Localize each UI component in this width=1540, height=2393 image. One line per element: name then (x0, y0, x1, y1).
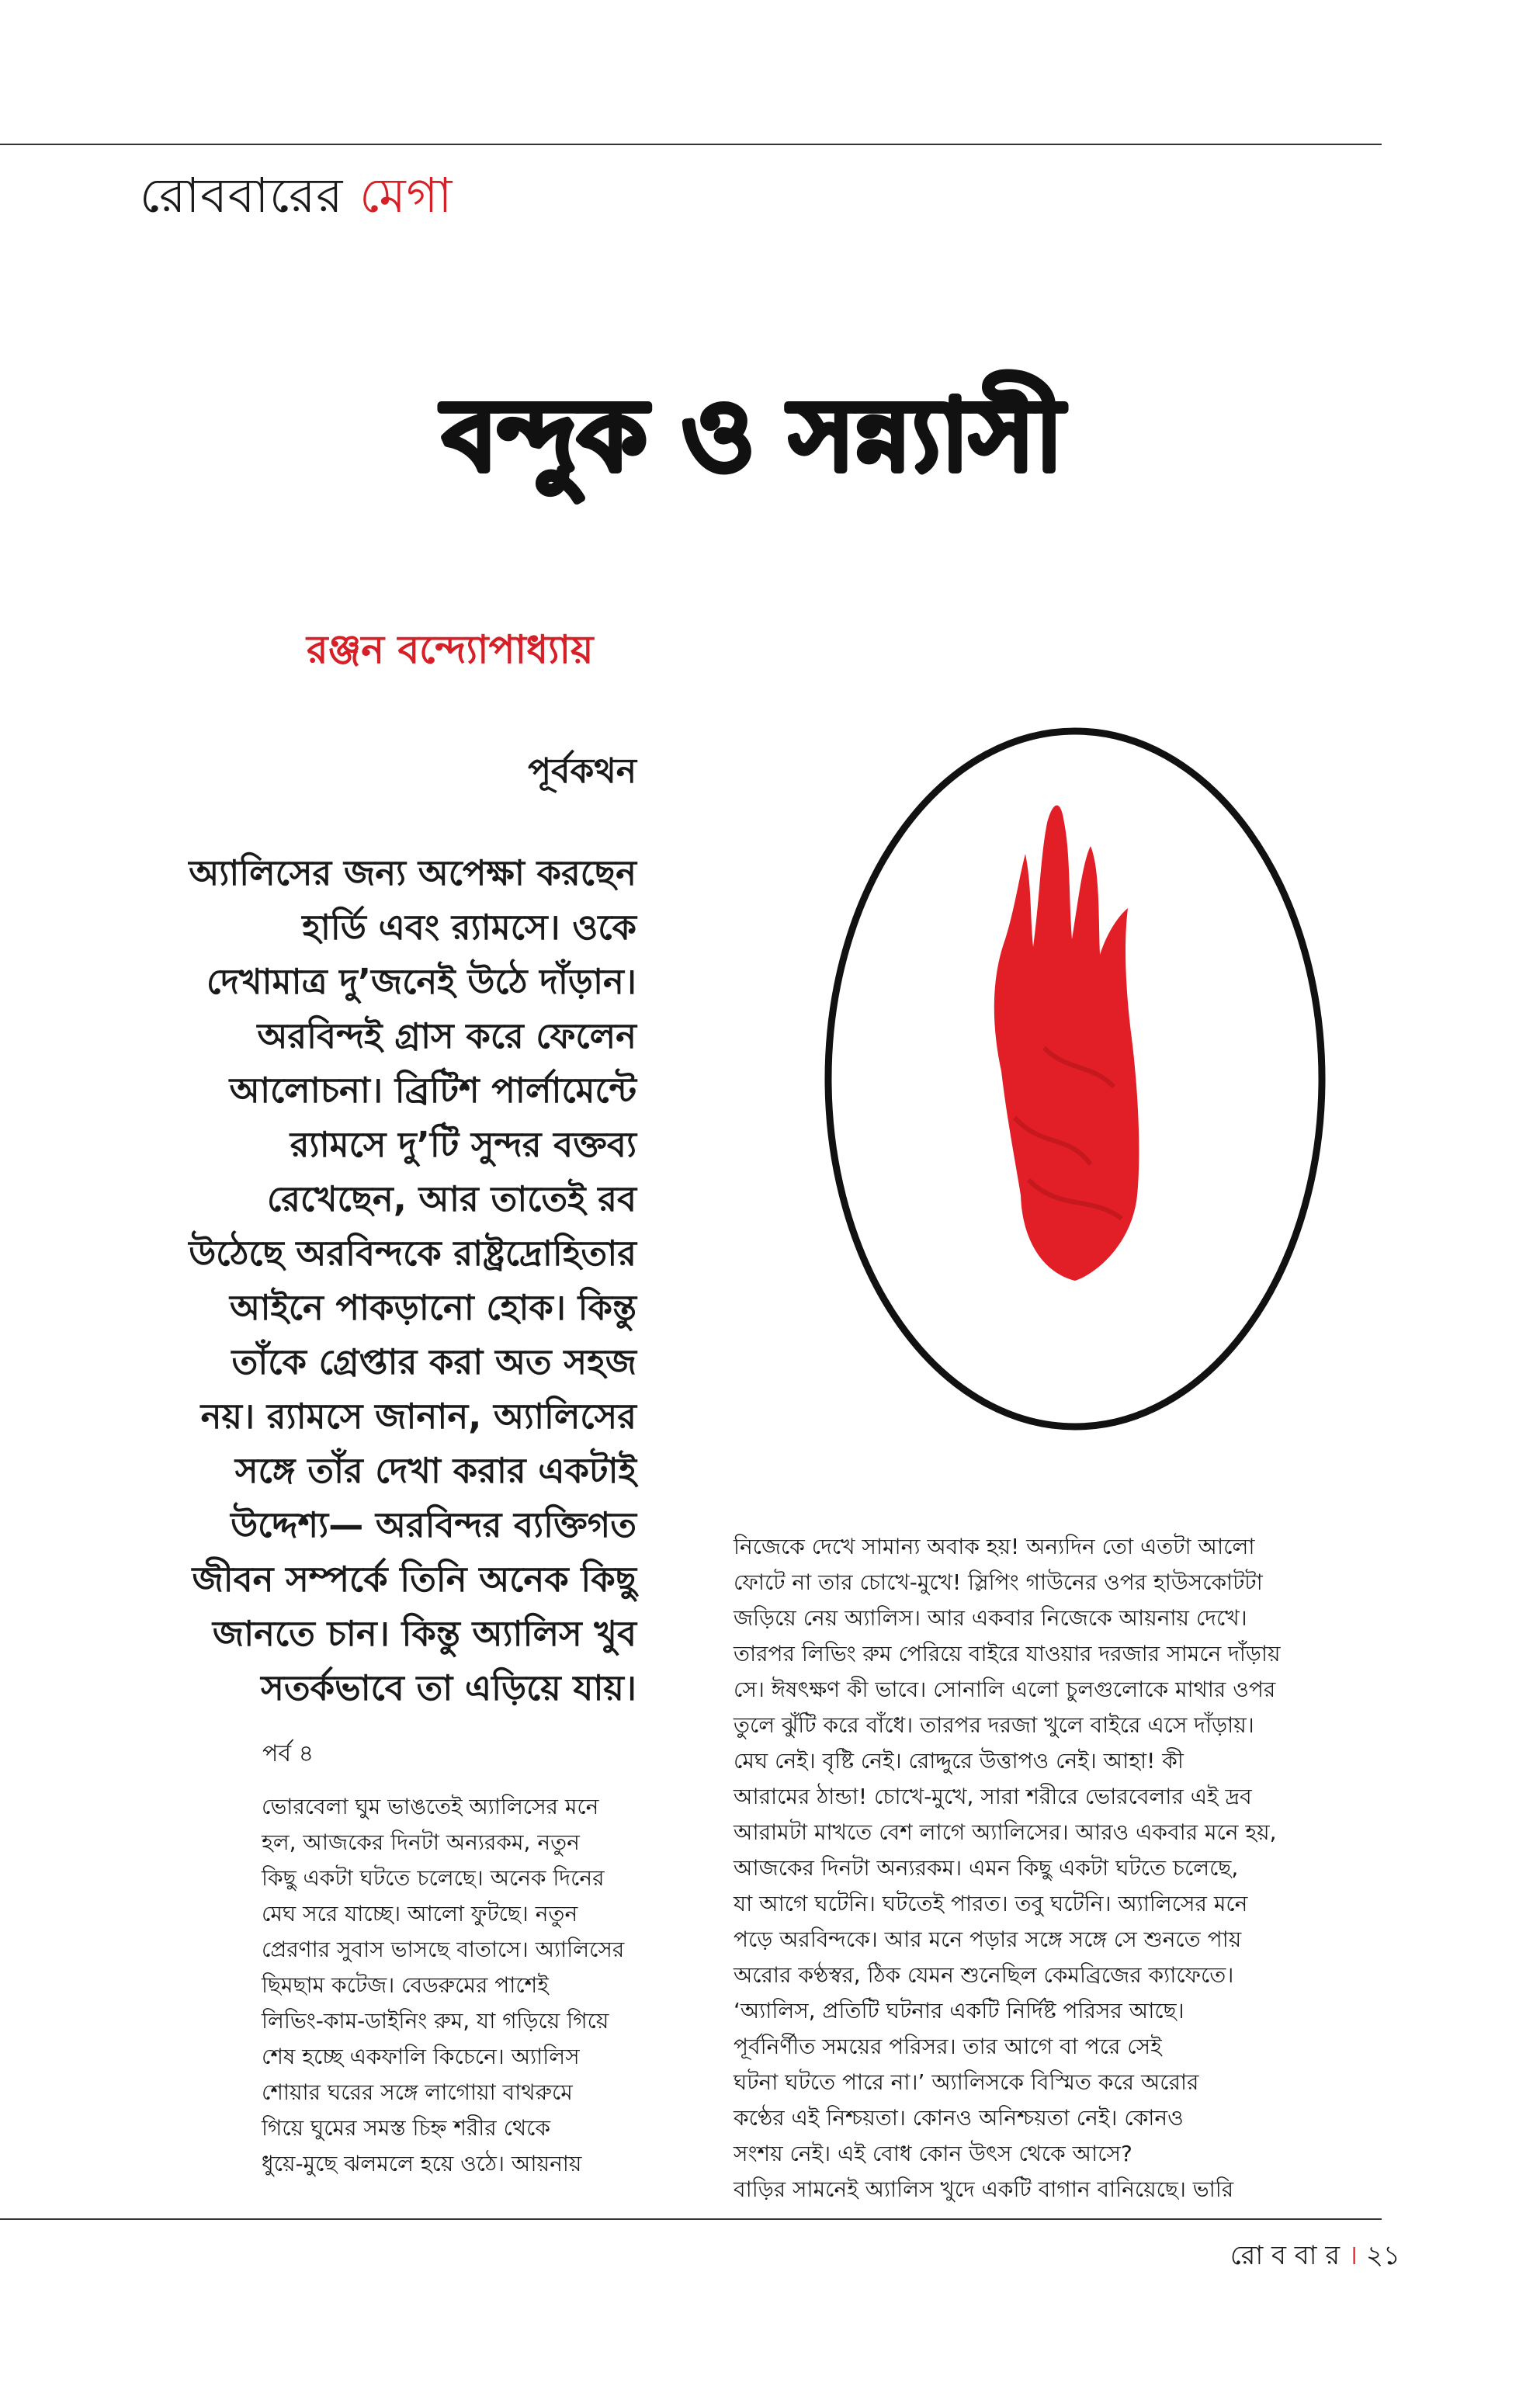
prologue-line: অরবিন্দই গ্রাস করে ফেলেন (257, 1015, 636, 1056)
prologue-line: রেখেছেন, আর তাতেই রব (266, 1178, 636, 1219)
prologue-line: র‍্যামসে দু’টি সুন্দর বক্তব্য (290, 1124, 636, 1165)
prologue-line: সতর্কভাবে তা এড়িয়ে যায়। (261, 1667, 636, 1708)
top-rule (0, 144, 1382, 145)
body-line: বাড়ির সামনেই অ্যালিস খুদে একটি বাগান বানিয়েছে। ভারি (734, 2176, 1234, 2202)
prologue-line: উঠেছে অরবিন্দকে রাষ্ট্রদ্রোহিতার (189, 1233, 636, 1274)
body-line: আজকের দিনটা অন্যরকম। এমন কিছু একটা ঘটতে চলেছে, (734, 1855, 1239, 1881)
body-column-left (262, 1789, 650, 2182)
prologue-heading: পূর্বকথন (528, 751, 636, 791)
prologue-line: আইনে পাকড়ানো হোক। কিন্তু (230, 1287, 636, 1328)
section-label: রোববারের (140, 167, 344, 224)
body-line: কিছু একটা ঘটতে চলেছে। অনেক দিনের (262, 1865, 605, 1891)
body-column-right (734, 1529, 1347, 2207)
body-line: মেঘ নেই। বৃষ্টি নেই। রোদ্দুরে উত্তাপও নেই। আহা! কী (734, 1748, 1184, 1774)
body-line: মেঘ সরে যাচ্ছে। আলো ফুটছে। নতুন (262, 1901, 578, 1927)
body-line: তুলে ঝুঁটি করে বাঁধে। তারপর দরজা খুলে বাইরে এসে দাঁড়ায়। (734, 1712, 1254, 1738)
body-line: পূর্বনির্ণীত সময়ের পরিসর। তার আগে বা পরে সেই (734, 2034, 1162, 2059)
red-hand-shape (994, 806, 1139, 1281)
prologue-line: আলোচনা। ব্রিটিশ পার্লামেন্টে (229, 1070, 636, 1111)
body-line: ঘটনা ঘটতে পারে না।’ অ্যালিসকে বিস্মিত করে অরোর (734, 2069, 1199, 2095)
prologue-line: সঙ্গে তাঁর দেখা করার একটাই (234, 1450, 636, 1491)
body-line: তারপর লিভিং রুম পেরিয়ে বাইরে যাওয়ার দরজার সামনে দাঁড়ায় (734, 1641, 1281, 1666)
body-line: ধুয়ে-মুছে ঝলমলে হয়ে ওঠে। আয়নায় (262, 2151, 582, 2176)
body-line: প্রেরণার সুবাস ভাসছে বাতাসে। অ্যালিসের (262, 1937, 625, 1962)
footer-magazine: রো ব বা র (1230, 2240, 1341, 2271)
author-name: রঞ্জন বন্দ্যোপাধ্যায় (307, 627, 594, 672)
prologue-line: অ্যালিসের জন্য অপেক্ষা করছেন (189, 852, 636, 893)
body-line: গিয়ে ঘুমের সমস্ত চিহ্ন শরীর থেকে (262, 2115, 550, 2141)
prologue-line: হার্ডি এবং র‍্যামসে। ওকে (302, 907, 636, 948)
body-line: ভোরবেলা ঘুম ভাঙতেই অ্যালিসের মনে (262, 1794, 599, 1819)
body-line: কণ্ঠের এই নিশ্চয়তা। কোনও অনিশ্চয়তা নেই। কোনও (734, 2105, 1184, 2131)
body-line: শেষ হচ্ছে একফালি কিচেনে। অ্যালিস (262, 2044, 580, 2069)
body-line: লিভিং-কাম-ডাইনিং রুম, যা গড়িয়ে গিয়ে (262, 2008, 609, 2034)
section-accent: মেগা (359, 167, 453, 224)
story-title-text: বন্দুক ও সন্ন্যাসী (442, 378, 1063, 494)
body-line: নিজেকে দেখে সামান্য অবাক হয়! অন্যদিন তো এতটা আলো (734, 1534, 1255, 1559)
body-line: সংশয় নেই। এই বোধ কোন উৎস থেকে আসে? (734, 2141, 1132, 2166)
prologue-line: নয়। র‍্যামসে জানান, অ্যালিসের (200, 1396, 636, 1437)
prologue-line: জানতে চান। কিন্তু অ্যালিস খুব (212, 1613, 636, 1654)
prologue-line: দেখামাত্র দু’জনেই উঠে দাঁড়ান। (206, 961, 636, 1002)
section-heading (140, 159, 453, 239)
page-footer (1230, 2235, 1400, 2280)
body-line: সে। ঈষৎক্ষণ কী ভাবে। সোনালি এলো চুলগুলোকে মাথার ওপর (734, 1677, 1276, 1702)
hand-illustration (811, 714, 1339, 1444)
bottom-rule (0, 2218, 1382, 2220)
prologue-line: তাঁকে গ্রেপ্তার করা অত সহজ (231, 1341, 636, 1382)
body-line: অরোর কণ্ঠস্বর, ঠিক যেমন শুনেছিল কেমব্রিজের ক্যাফেতে। (734, 1962, 1234, 1988)
body-line: ফোটে না তার চোখে-মুখে! স্লিপিং গাউনের ওপর হাউসকোটটা (734, 1569, 1263, 1595)
story-title (365, 334, 1141, 536)
prologue-text (124, 846, 636, 1715)
body-line: আরামটা মাখতে বেশ লাগে অ্যালিসের। আরও একবার মনে হয়, (734, 1819, 1277, 1845)
body-line: জড়িয়ে নেয় অ্যালিস। আর একবার নিজেকে আয়নায় দেখে। (734, 1605, 1247, 1631)
episode-label: পর্ব ৪ (262, 1740, 314, 1767)
footer-separator: । (1348, 2240, 1358, 2271)
body-line: যা আগে ঘটেনি। ঘটতেই পারত। তবু ঘটেনি। অ্যালিসের মনে (734, 1891, 1248, 1916)
body-line: ছিমছাম কটেজ। বেডরুমের পাশেই (262, 1972, 549, 1998)
body-line: আরামের ঠান্ডা! চোখে-মুখে, সারা শরীরে ভোরবেলার এই দ্রব (734, 1784, 1252, 1809)
page-number: ২১ (1365, 2240, 1400, 2271)
body-line: শোয়ার ঘরের সঙ্গে লাগোয়া বাথরুমে (262, 2079, 573, 2105)
prologue-line: উদ্দেশ্য— অরবিন্দর ব্যক্তিগত (231, 1504, 636, 1545)
body-line: পড়ে অরবিন্দকে। আর মনে পড়ার সঙ্গে সঙ্গে সে শুনতে পায় (734, 1927, 1242, 1952)
body-line: ‘অ্যালিস, প্রতিটি ঘটনার একটি নির্দিষ্ট পরিসর আছে। (734, 1998, 1184, 2024)
body-line: হল, আজকের দিনটা অন্যরকম, নতুন (262, 1829, 580, 1855)
prologue-line: জীবন সম্পর্কে তিনি অনেক কিছু (192, 1559, 636, 1600)
